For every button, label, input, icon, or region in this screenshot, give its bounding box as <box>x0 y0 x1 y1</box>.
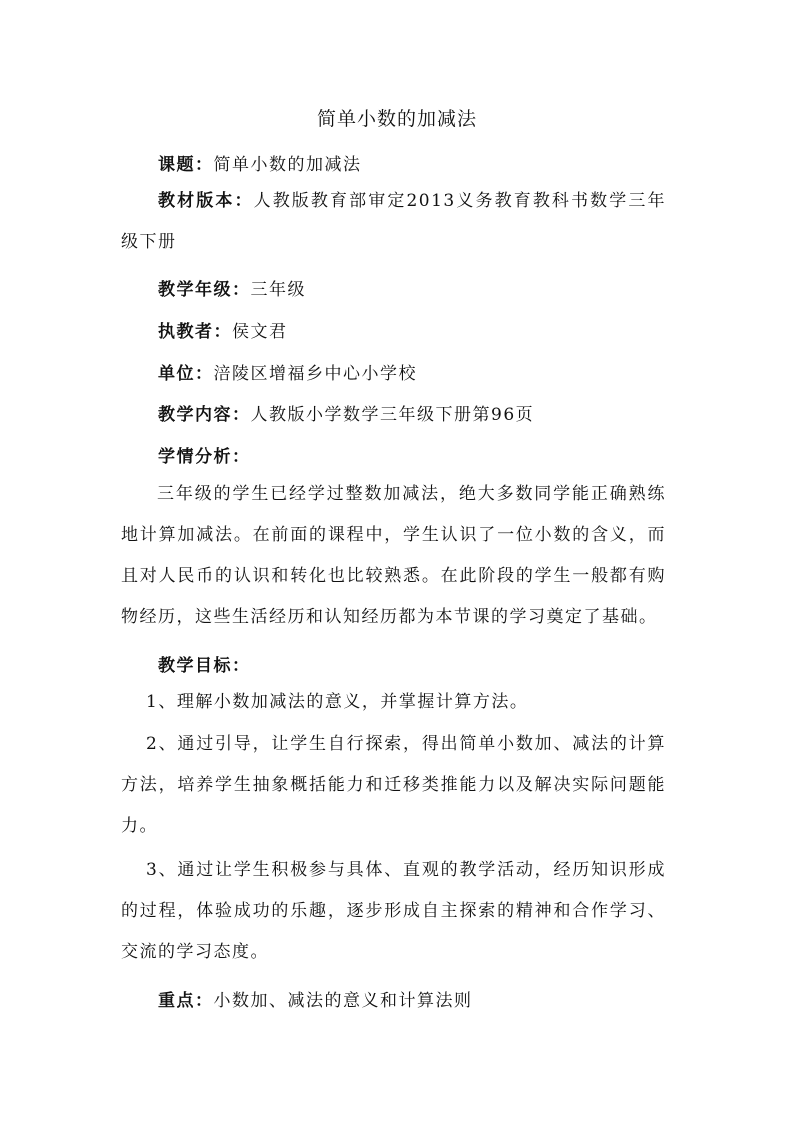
grade-value: 三年级 <box>250 280 306 300</box>
objectives-label: 教学目标： <box>158 656 251 676</box>
course-label: 课题： <box>158 155 214 175</box>
document-title: 简单小数的加减法 <box>316 108 477 130</box>
unit-label: 单位： <box>158 364 214 384</box>
analysis-heading <box>158 442 251 467</box>
unit-value: 涪陵区增福乡中心小学校 <box>213 364 417 384</box>
course-line <box>158 150 362 175</box>
objectives-heading <box>158 651 251 676</box>
edition-line <box>121 181 666 263</box>
keypoint-label: 重点： <box>158 991 214 1011</box>
course-value: 简单小数的加减法 <box>213 155 362 175</box>
teacher-line <box>158 317 288 342</box>
content-value: 人教版小学数学三年级下册第96页 <box>250 405 535 425</box>
edition-label: 教材版本： <box>158 191 254 211</box>
teacher-label: 执教者： <box>158 322 232 342</box>
content-line <box>158 400 534 425</box>
analysis-paragraph: 三年级的学生已经学过整数加减法，绝大多数同学能正确熟练地计算加减法。在前面的课程中，学生认识了一位小数的含义，而且对人民币的认识和转化也比较熟悉。在此阶段的学生一般都有购物经历，这些生活经历和认知经历都为本节课的学习奠定了基础。 <box>121 484 666 627</box>
grade-label: 教学年级： <box>158 280 251 300</box>
grade-line <box>158 275 306 300</box>
objective-item-3: 3、通过让学生积极参与具体、直观的教学活动，经历知识形成的过程，体验成功的乐趣，逐步形成自主探索的精神和合作学习、交流的学习态度。 <box>121 860 666 962</box>
analysis-label: 学情分析： <box>158 447 251 467</box>
objective-item-2: 2、通过引导，让学生自行探索，得出简单小数加、减法的计算方法，培养学生抽象概括能力和迁移类推能力以及解决实际问题能力。 <box>121 734 666 836</box>
keypoint-value: 小数加、减法的意义和计算法则 <box>213 991 473 1011</box>
teacher-value: 侯文君 <box>232 322 288 342</box>
content-label: 教学内容： <box>158 405 251 425</box>
keypoint-line <box>158 986 473 1011</box>
objective-item-1: 1、理解小数加减法的意义，并掌握计算方法。 <box>146 692 529 712</box>
edition-value: 人教版教育部审定2013义务教育教科书数学三年级下册 <box>121 191 667 252</box>
unit-line <box>158 359 417 384</box>
